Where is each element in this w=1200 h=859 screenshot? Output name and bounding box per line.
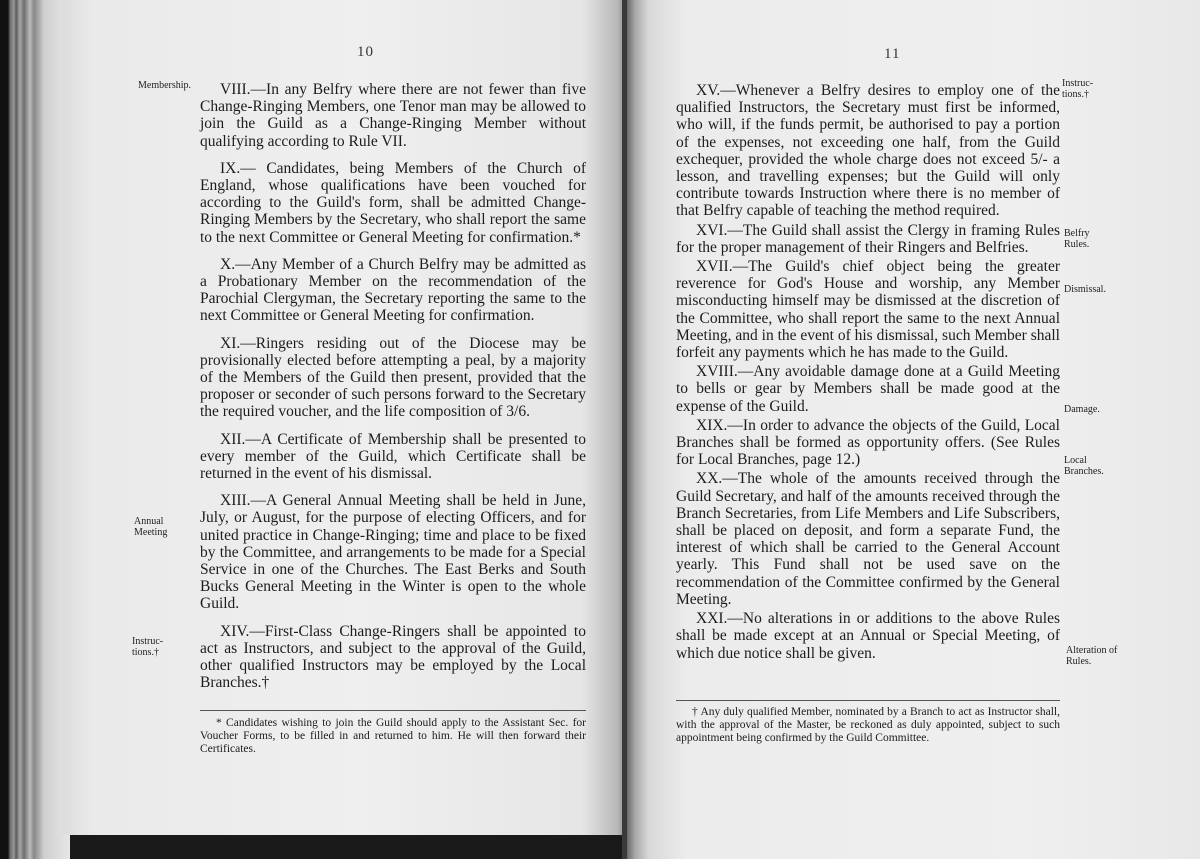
rule-xix: XIX.—In order to advance the objects of the Guild, Local Branches shall be formed as opportunity offers. (See Rules for Local Branches, page 12.) [676,416,1060,469]
rule-xviii: XVIII.—Any avoidable damage done at a Guild Meeting to bells or gear by Members shall be made good at the expense of the Guild. [676,363,1060,415]
right-page-text [676,82,1060,664]
page-number-right: 11 [884,46,901,62]
footnote-rule-left [200,710,586,711]
margin-note-membership: Membership. [138,80,192,91]
rule-xv: XV.—Whenever a Belfry desires to employ one of the qualified Instructors, the Secretary must first be informed, who will, if the funds permit, be authorised to pay a portion of the expenses, not exceeding one half, from the Guild exchequer, provided the whole charge does not exceed 5/- a lesson, and travelling expenses; but the Guild will only contribute towards Instruction where there is no member of that Belfry capable of teaching the method required. [676,82,1060,220]
footnote-rule-right [676,700,1060,701]
footnote-right-text: † Any duly qualified Member, nominated by a Branch to act as Instructor shall, with the approval of the Master, be reckoned as duly appointed, subject to such appointment being confirmed by the Guild Committee. [676,706,1060,744]
margin-note-alteration: Alteration of Rules. [1066,645,1118,667]
margin-note-dismissal: Dismissal. [1064,284,1106,295]
page-number-left: 10 [357,44,374,60]
rule-xiv: XIV.—First-Class Change-Ringers shall be appointed to act as Instructors, and subject to the approval of the Guild, other qualified Instructors may be employed by the Local Branches.† [200,622,586,692]
rule-viii: VIII.—In any Belfry where there are not fewer than five Change-Ringing Members, one Tenor man may be allowed to join the Guild as a Change-Ringing Member without qualifying according to Rule VII. [200,81,586,150]
rule-xx: XX.—The whole of the amounts received through the Guild Secretary, and half of the amounts received through the Branch Secretaries, from Life Members and Life Subscribers, shall be placed on deposit, and form a separate Fund, the interest of which shall be carried to the General Account yearly. This Fund shall not be used save on the recommendation of the Committee confirmed by the General Meeting. [676,470,1060,608]
rule-xi: XI.—Ringers residing out of the Diocese may be provisionally elected before attempting a peal, by a majority of the Members of the Guild then present, provided that the proposer or seconder of such persons forward to the Secretary the required voucher, and the life composition of 3/6. [200,334,586,421]
margin-note-annual-meeting: Annual Meeting [134,516,168,538]
book-edge [0,0,70,859]
footnote-left-text: * Candidates wishing to join the Guild should apply to the Assistant Sec. for Voucher Forms, to be filled in and returned to him. He will then forward their Certificates. [200,717,586,755]
margin-note-damage: Damage. [1064,404,1100,415]
margin-note-instructions-right: Instruc-tions.† [1062,78,1094,100]
footnote-right [676,706,1060,745]
rule-ix: IX.— Candidates, being Members of the Church of England, whose qualifications have been vouched for according to the Guild's form, shall be admitted Change-Ringing Members by the Secretary, who shall report the same to the next Committee or General Meeting for confirmation.* [200,159,586,246]
rule-xxi: XXI.—No alterations in or additions to the above Rules shall be made except at an Annual or Special Meeting, of which due notice shall be given. [676,610,1060,662]
rule-xii: XII.—A Certificate of Membership shall be presented to every member of the Guild, which Certificate shall be returned in the event of his dismissal. [200,430,586,483]
rule-x: X.—Any Member of a Church Belfry may be admitted as a Probationary Member on the recommendation of the Parochial Clergyman, the Secretary reporting the same to the next Committee or General Meeting for confirmation. [200,255,586,325]
rule-xiii: XIII.—A General Annual Meeting shall be held in June, July, or August, for the purpose of electing Officers, and for united practice in Change-Ringing; time and place to be fixed by the Committee, and arrangements to be made for a Special Service in one of the Churches. The East Berks and South Bucks General Meeting in the Winter is open to the whole Guild. [200,492,586,613]
margin-note-belfry-rules: Belfry Rules. [1064,228,1090,250]
margin-note-instructions: Instruc-tions.† [132,636,164,658]
left-page-text [200,81,586,702]
rule-xvi: XVI.—The Guild shall assist the Clergy in framing Rules for the proper management of their Ringers and Belfries. [676,221,1060,256]
rule-xvii: XVII.—The Guild's chief object being the greater reverence for God's House and worship, any Member misconducting himself may be dismissed at the discretion of the Committee, who shall report the same to the next Annual Meeting, and in the event of his dismissal, such Member shall forfeit any payments which he has made to the Guild. [676,258,1060,362]
margin-note-local-branches: Local Branches. [1064,455,1104,477]
footnote-left [200,717,586,756]
